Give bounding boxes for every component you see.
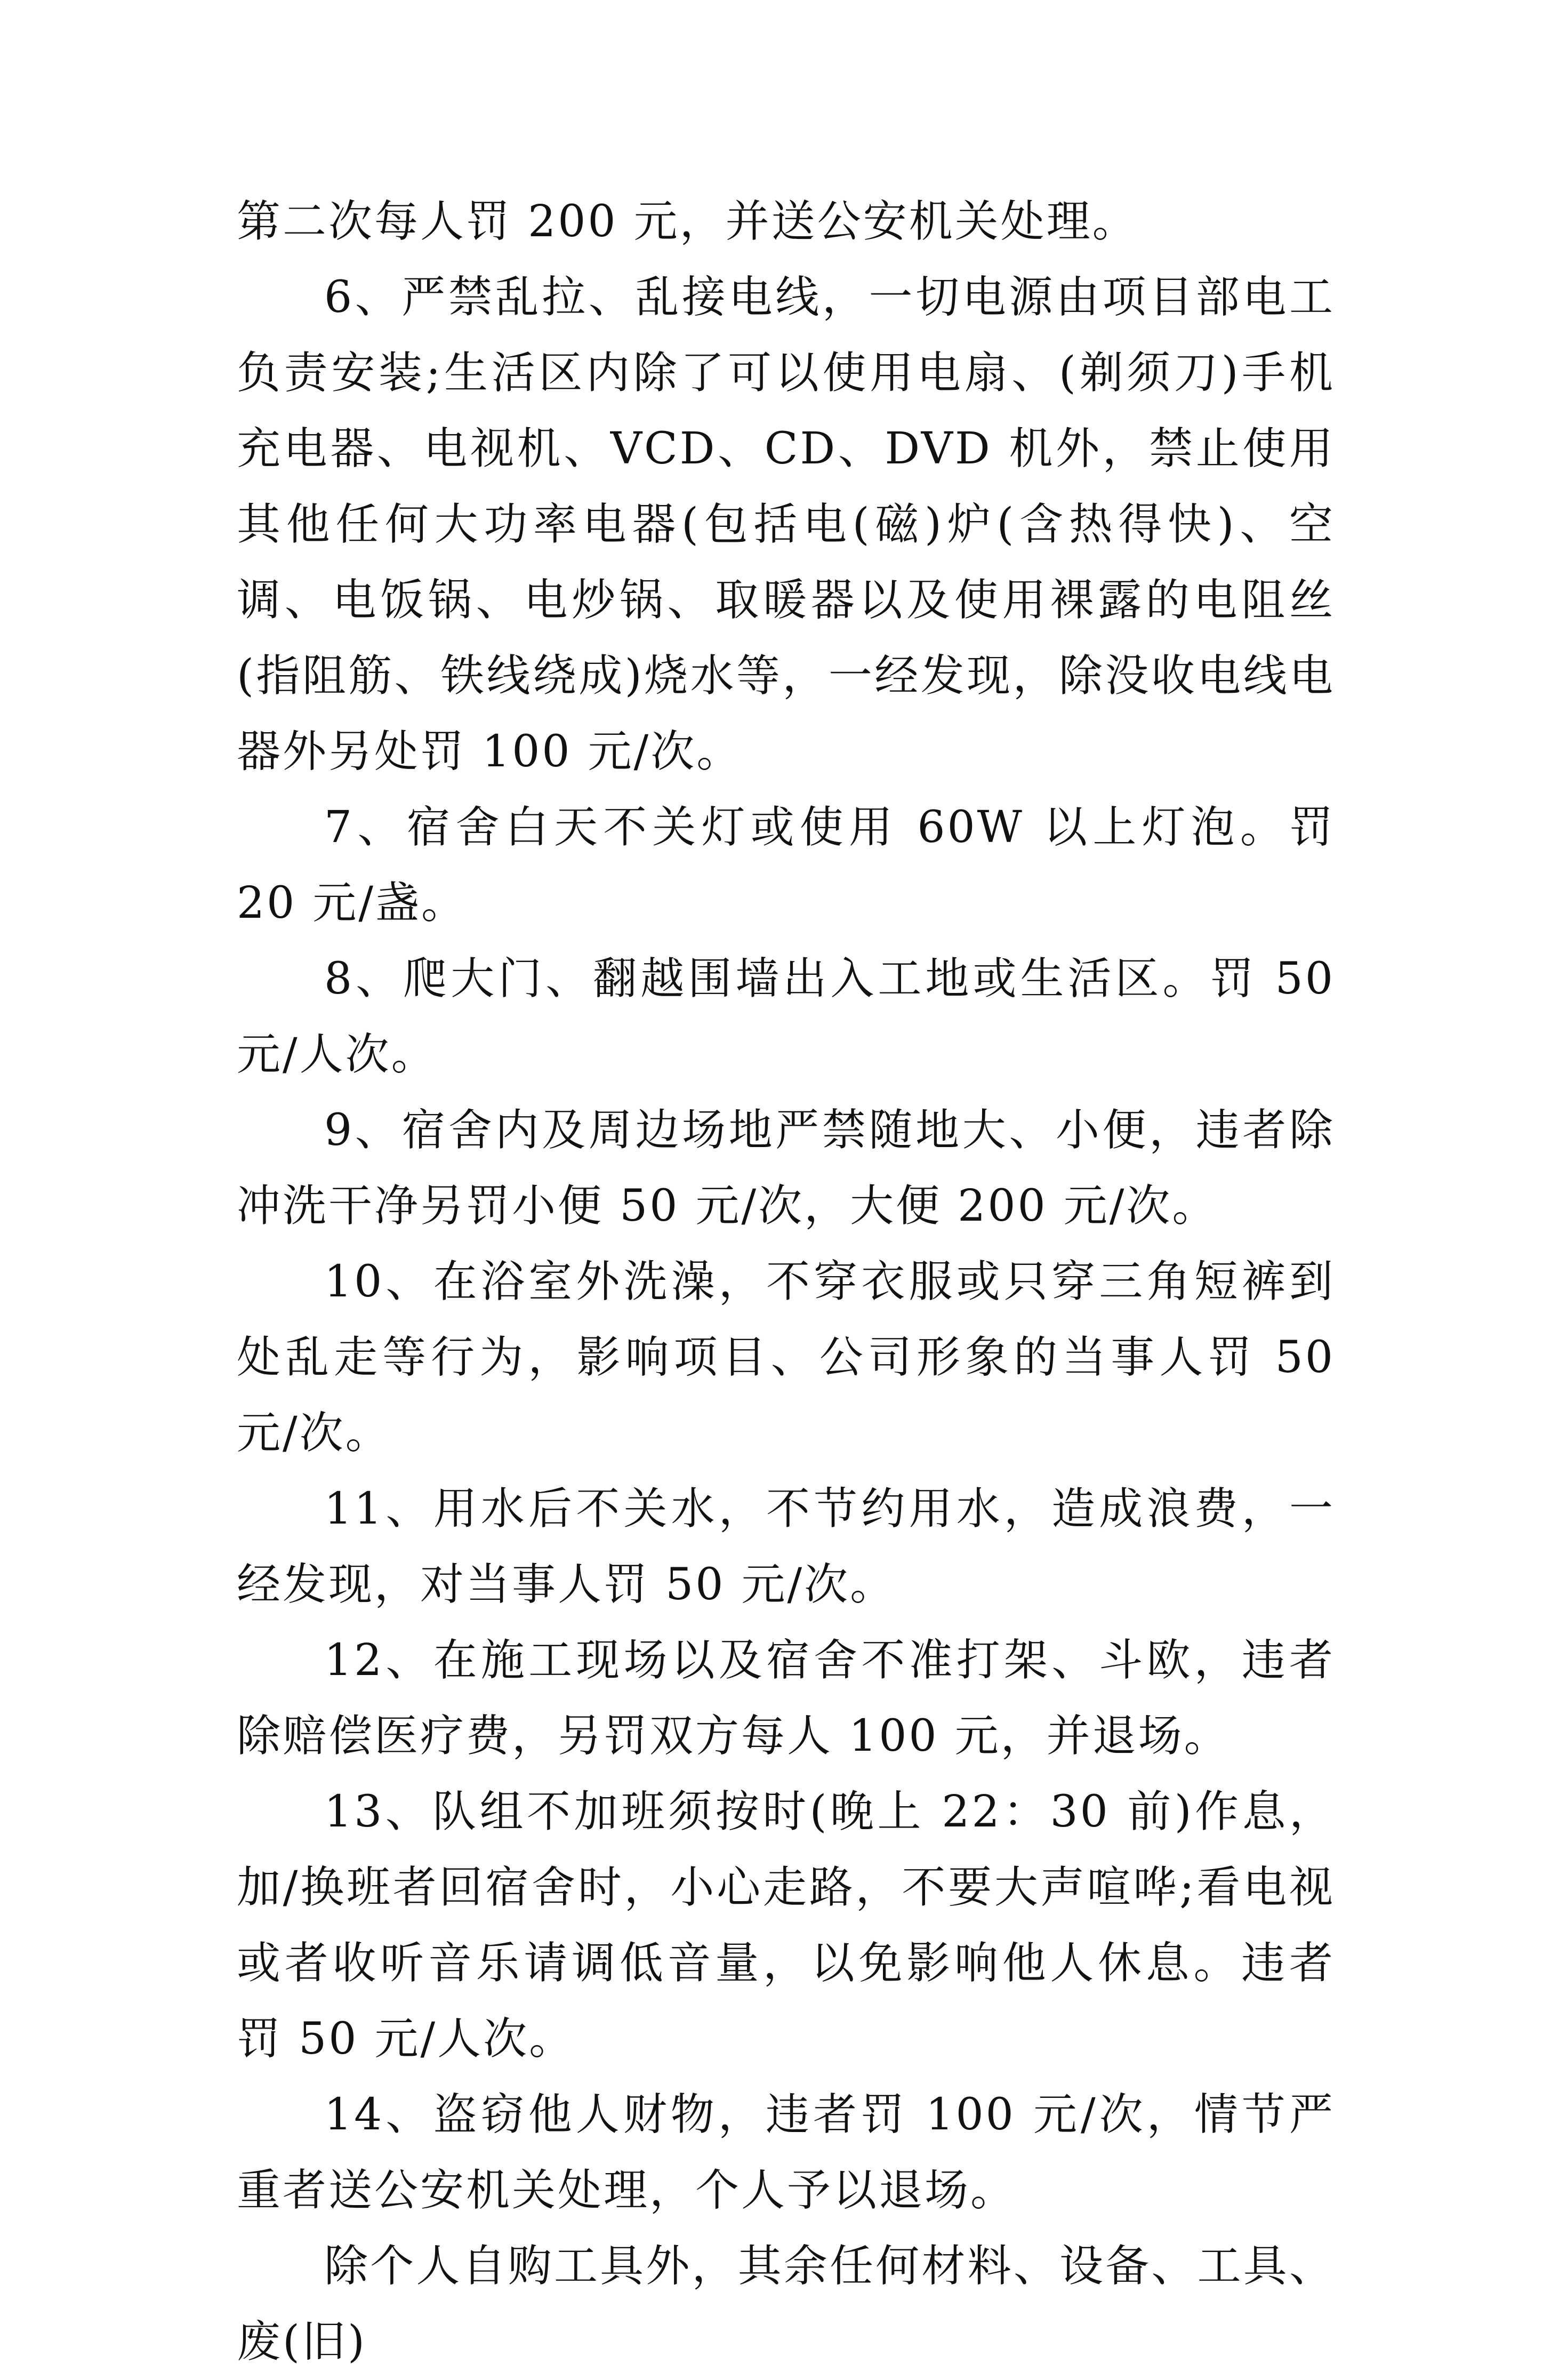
rule-7-paragraph: 7、宿舍白天不关灯或使用 60W 以上灯泡。罚 20 元/盏。 [237,802,1335,928]
paragraph-continuation: 第二次每人罚 200 元，并送公安机关处理。 [237,196,1138,247]
tools-paragraph: 除个人自购工具外，其余任何材料、设备、工具、废(旧) [237,2241,1335,2367]
rule-14-paragraph: 14、盗窃他人财物，违者罚 100 元/次，情节严重者送公安机关处理，个人予以退场。 [237,2089,1335,2216]
document-body [237,184,1335,2380]
rule-13-paragraph: 13、队组不加班须按时(晚上 22：30 前)作息，加/换班者回宿舍时，小心走路，不要大声喧哗;看电视或者收听音乐请调低音量，以免影响他人休息。违者罚 50 元/人次。 [237,1786,1335,2064]
rule-12-paragraph: 12、在施工现场以及宿舍不准打架、斗欧，违者除赔偿医疗费，另罚双方每人 100 元，并退场。 [237,1635,1335,1761]
rule-10-paragraph: 10、在浴室外洗澡，不穿衣服或只穿三角短裤到处乱走等行为，影响项目、公司形象的当事人罚 50 元/次。 [237,1256,1335,1459]
rule-11-paragraph: 11、用水后不关水，不节约用水，造成浪费，一经发现，对当事人罚 50 元/次。 [237,1484,1335,1610]
rule-8-paragraph: 8、爬大门、翻越围墙出入工地或生活区。罚 50 元/人次。 [237,953,1335,1080]
rule-9-paragraph: 9、宿舍内及周边场地严禁随地大、小便，违者除冲洗干净另罚小便 50 元/次，大便 200 元/次。 [237,1105,1335,1231]
rule-6-paragraph: 6、严禁乱拉、乱接电线，一切电源由项目部电工负责安装;生活区内除了可以使用电扇、(剃须刀)手机充电器、电视机、VCD、CD、DVD 机外，禁止使用其他任何大功率电器(包括电(磁)炉(含热得快)、空调、电饭锅、电炒锅、取暖器以及使用裸露的电阻丝(指阻筋、铁线绕成)烧水等，一经发现，除没收电线电器外另处罚 100 元/次。 [237,272,1335,777]
